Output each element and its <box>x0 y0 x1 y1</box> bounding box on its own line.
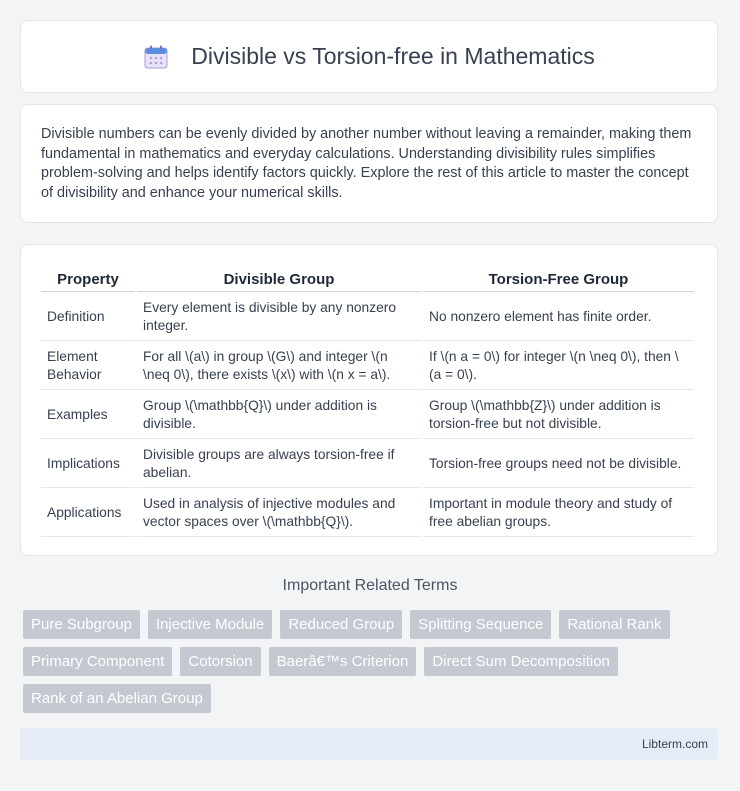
torsion-free-cell: No nonzero element has finite order. <box>423 294 694 341</box>
tag-splitting-sequence[interactable]: Splitting Sequence <box>410 610 551 639</box>
torsion-free-cell: Torsion-free groups need not be divisible. <box>423 441 694 488</box>
tag-pure-subgroup[interactable]: Pure Subgroup <box>23 610 140 639</box>
table-row <box>41 441 694 488</box>
property-cell: Examples <box>41 392 135 439</box>
column-header-divisible: Divisible Group <box>137 267 421 292</box>
torsion-free-cell: Group \(\mathbb{Z}\) under addition is torsion-free but not divisible. <box>423 392 694 439</box>
tag-rank-of-abelian-group[interactable]: Rank of an Abelian Group <box>23 684 211 713</box>
related-terms-list <box>23 610 703 713</box>
property-cell: Implications <box>41 441 135 488</box>
column-header-property: Property <box>41 267 135 292</box>
divisible-cell: Used in analysis of injective modules and vector spaces over \(\mathbb{Q}\). <box>137 490 421 537</box>
tag-baers-criterion[interactable]: Baerâ€™s Criterion <box>269 647 417 676</box>
tag-primary-component[interactable]: Primary Component <box>23 647 172 676</box>
related-terms-heading: Important Related Terms <box>282 577 458 594</box>
tag-direct-sum-decomposition[interactable]: Direct Sum Decomposition <box>424 647 618 676</box>
table-row <box>41 392 694 439</box>
tag-cotorsion[interactable]: Cotorsion <box>180 647 260 676</box>
page-title: Divisible vs Torsion-free in Mathematics <box>191 43 595 69</box>
divisible-cell: Group \(\mathbb{Q}\) under addition is divisible. <box>137 392 421 439</box>
footer-site-link[interactable]: Libterm.com <box>641 737 708 751</box>
property-cell: Definition <box>41 294 135 341</box>
tag-reduced-group[interactable]: Reduced Group <box>280 610 402 639</box>
comparison-card <box>20 244 718 556</box>
column-header-torsion-free: Torsion-Free Group <box>423 267 694 292</box>
divisible-cell: For all \(a\) in group \(G\) and integer \(n \neq 0\), there exists \(x\) with \(n x = a\). <box>137 343 421 390</box>
table-row <box>41 343 694 390</box>
footer <box>20 728 718 760</box>
intro-card <box>20 104 718 223</box>
table-header-row <box>41 267 694 292</box>
torsion-free-cell: Important in module theory and study of free abelian groups. <box>423 490 694 537</box>
torsion-free-cell: If \(n a = 0\) for integer \(n \neq 0\), then \(a = 0\). <box>423 343 694 390</box>
tag-rational-rank[interactable]: Rational Rank <box>559 610 669 639</box>
header-card <box>20 20 718 93</box>
table-row <box>41 294 694 341</box>
table-row <box>41 490 694 537</box>
property-cell: Applications <box>41 490 135 537</box>
comparison-table <box>39 265 696 539</box>
tag-injective-module[interactable]: Injective Module <box>148 610 272 639</box>
property-cell: Element Behavior <box>41 343 135 390</box>
divisible-cell: Every element is divisible by any nonzero integer. <box>137 294 421 341</box>
calendar-icon <box>143 44 169 70</box>
intro-paragraph: Divisible numbers can be evenly divided by another number without leaving a remainder, making them fundamental in mathematics and everyday calculations. Understanding divisibility rules simplifies problem-solving and helps identify factors quickly. Explore the rest of this article to master the concept of divisibility and enhance your numerical skills. <box>41 126 692 201</box>
divisible-cell: Divisible groups are always torsion-free if abelian. <box>137 441 421 488</box>
